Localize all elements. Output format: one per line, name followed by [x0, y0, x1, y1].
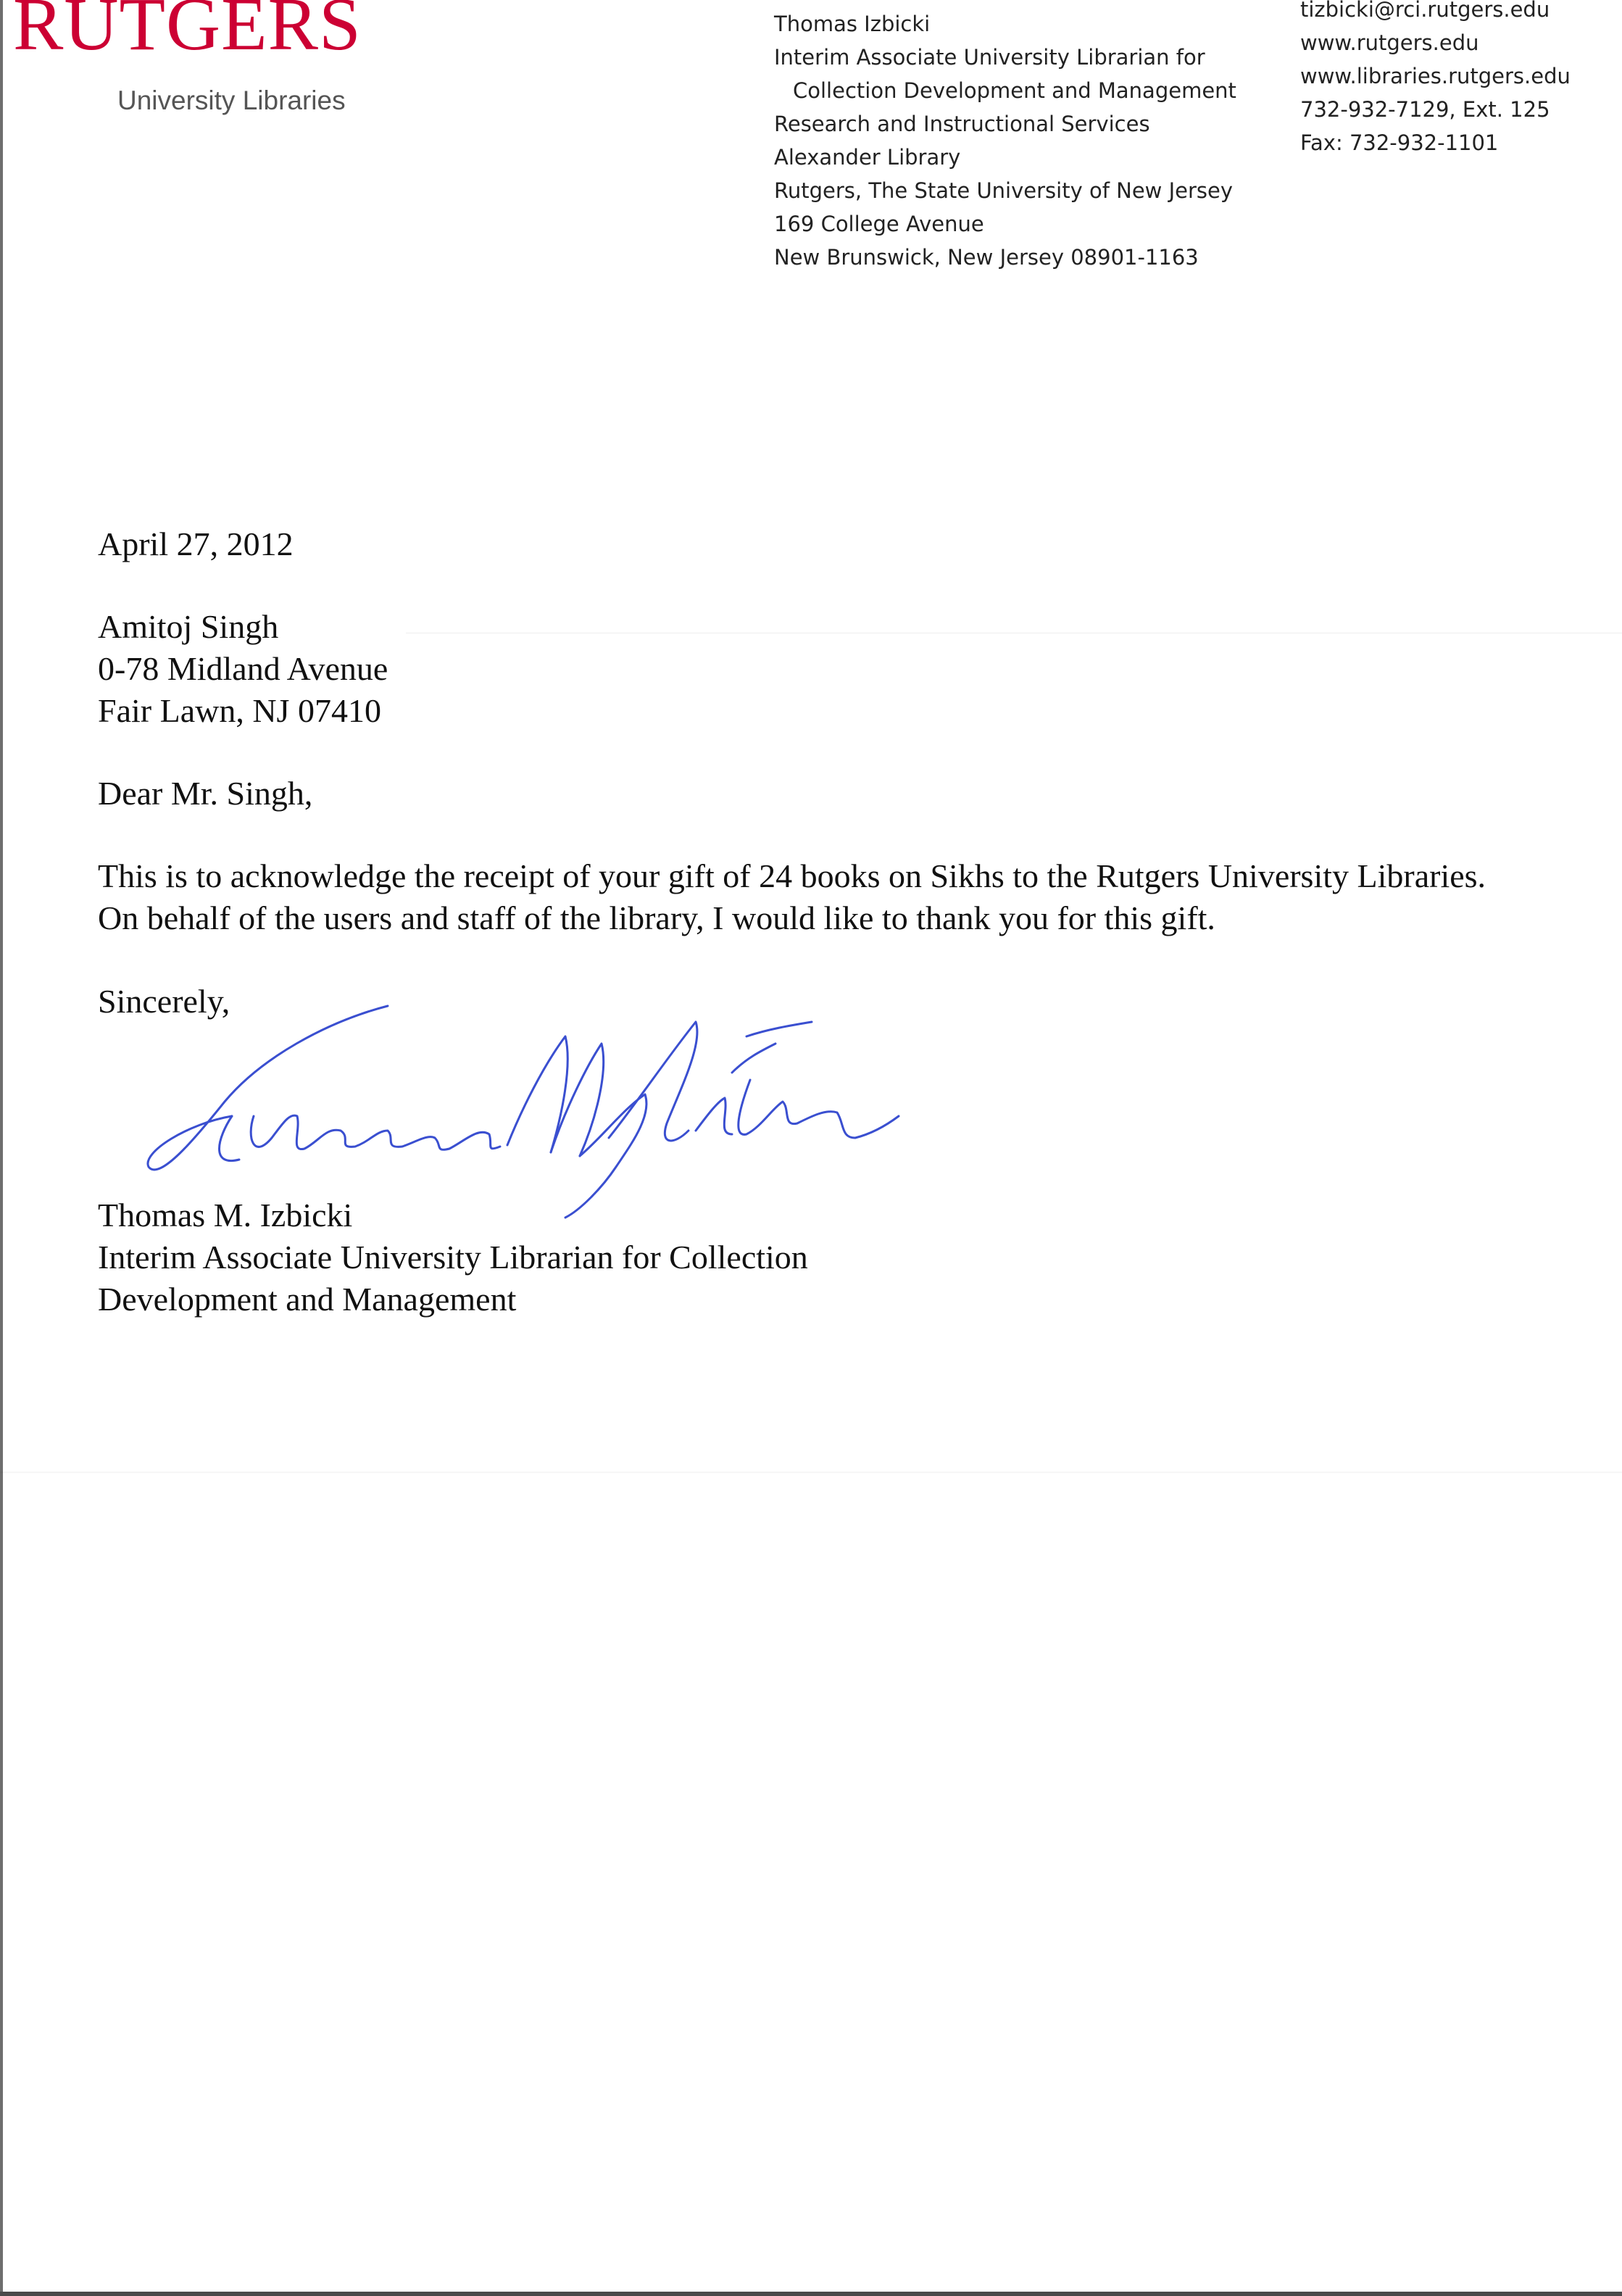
contact-fax: Fax: 732-932-1101 — [1300, 130, 1499, 155]
letterhead-line: Thomas Izbicki — [774, 12, 931, 36]
letterhead-line: Research and Instructional Services — [774, 112, 1150, 136]
logo-subtitle: University Libraries — [117, 86, 346, 115]
scan-edge-left — [0, 0, 3, 2296]
signer-name: Thomas M. Izbicki — [98, 1197, 353, 1234]
letterhead-line: New Brunswick, New Jersey 08901-1163 — [774, 245, 1199, 270]
contact-website: www.rutgers.edu — [1300, 30, 1479, 55]
letter-date: April 27, 2012 — [98, 525, 294, 562]
signer-title-continued: Development and Management — [98, 1281, 517, 1318]
recipient-address — [98, 606, 388, 732]
body-line: On behalf of the users and staff of the library, I would like to thank you for this gift. — [98, 899, 1215, 936]
letterhead-line: Rutgers, The State University of New Jersey — [774, 178, 1234, 203]
letterhead-line: Interim Associate University Librarian for — [774, 45, 1205, 70]
recipient-city: Fair Lawn, NJ 07410 — [98, 692, 381, 729]
letterhead-line: Collection Development and Management — [793, 78, 1236, 103]
closing: Sincerely, — [98, 983, 230, 1020]
logo-wordmark: RUTGERS — [13, 0, 362, 66]
signer-title: Interim Associate University Librarian for Collection — [98, 1239, 808, 1276]
contact-library-website: www.libraries.rutgers.edu — [1300, 64, 1571, 88]
paper-fold — [0, 1471, 1622, 1473]
paper-fold — [406, 632, 1622, 634]
body-line: This is to acknowledge the receipt of your gift of 24 books on Sikhs to the Rutgers University Libraries. — [98, 857, 1486, 894]
recipient-name: Amitoj Singh — [98, 608, 279, 645]
contact-phone: 732-932-7129, Ext. 125 — [1300, 97, 1550, 122]
signer-block — [98, 1194, 808, 1320]
contact-email: tizbicki@rci.rutgers.edu — [1300, 0, 1550, 22]
letterhead-contact — [1300, 0, 1571, 159]
recipient-street: 0-78 Midland Avenue — [98, 650, 388, 687]
letter-body — [98, 855, 1486, 939]
letterhead-line: 169 College Avenue — [774, 212, 984, 236]
salutation: Dear Mr. Singh, — [98, 775, 313, 812]
scan-edge-bottom — [0, 2292, 1622, 2296]
letterhead-address — [774, 7, 1236, 274]
letterhead-line: Alexander Library — [774, 145, 961, 170]
